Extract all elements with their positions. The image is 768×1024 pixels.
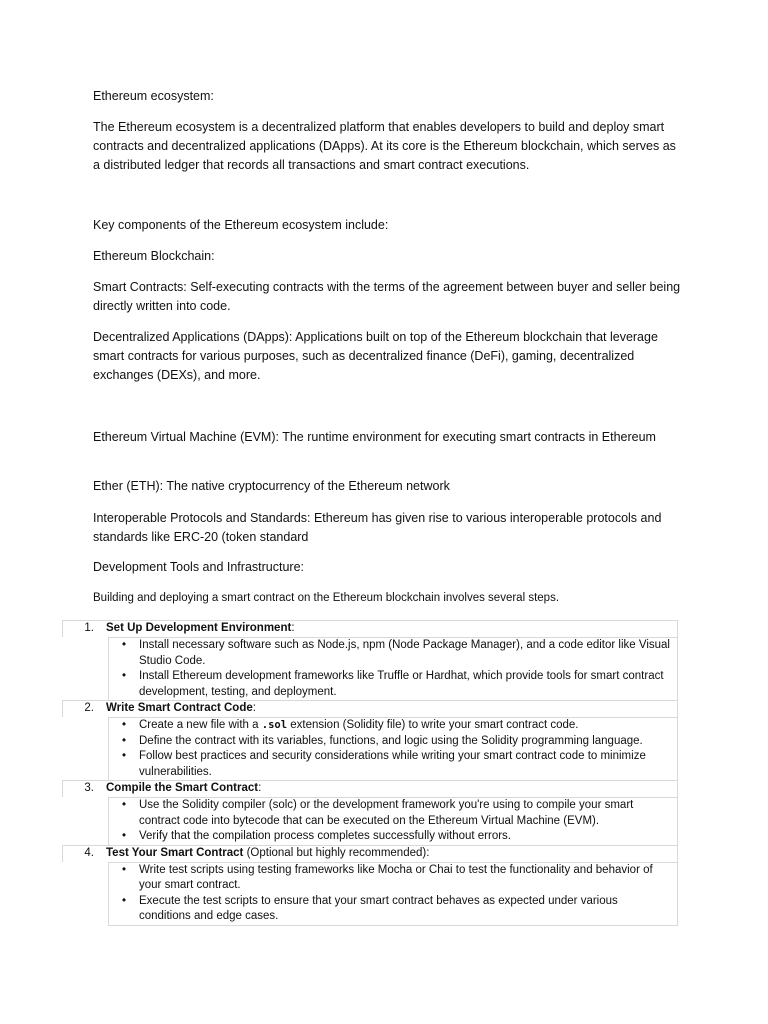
bullet-glyph: • <box>121 799 127 811</box>
bullet-item <box>109 829 677 845</box>
step-title: Test Your Smart Contract <box>106 846 244 859</box>
step-number: 2. <box>84 702 94 714</box>
intro-paragraph: The Ethereum ecosystem is a decentralized platform that enables developers to build and deploy smart contracts and decentralized applications (DApps). At its core is the Ethereum blockchain, which serves as a distributed ledger that records all transactions and smart contract executions. <box>93 120 676 172</box>
bullet-item <box>109 798 677 829</box>
step-bullets <box>108 637 678 700</box>
step-title: Write Smart Contract Code <box>106 702 253 714</box>
step-title: Compile the Smart Contract <box>106 782 259 794</box>
steps-intro-paragraph: Building and deploying a smart contract on the Ethereum blockchain involves several steps. <box>93 592 560 604</box>
key-components-heading: Key components of the Ethereum ecosystem include: <box>93 218 389 232</box>
step-title: Set Up Development Environment <box>106 622 292 634</box>
bullet-glyph: • <box>121 719 127 731</box>
ethereum-blockchain-heading: Ethereum Blockchain: <box>93 249 215 263</box>
bullet-glyph: • <box>121 750 127 762</box>
bullet-glyph: • <box>121 863 127 876</box>
bullet-item <box>109 718 677 734</box>
bullet-text-continued: extension (Solidity file) to write your smart contract code. <box>290 719 579 731</box>
dapps-paragraph: Decentralized Applications (DApps): Applications built on top of the Ethereum blockchain that leverage smart contracts for various purposes, such as decentralized finance (DeFi), gaming, decentralized exchanges (DEXs), and more. <box>93 330 658 382</box>
step-suffix: (Optional but highly recommended): <box>243 846 430 859</box>
step-suffix: : <box>258 782 262 794</box>
step-suffix: : <box>252 702 256 714</box>
step-number: 3. <box>84 782 94 794</box>
bullet-text: Use the Solidity compiler (solc) or the development framework you're using to compile your smart contract code into bytecode that can be executed on the Ethereum Virtual Machine (EVM). <box>139 799 634 827</box>
bullet-text: Execute the test scripts to ensure that your smart contract behaves as expected under various conditions and edge cases. <box>139 894 618 922</box>
step-suffix: : <box>291 622 295 634</box>
ether-paragraph: Ether (ETH): The native cryptocurrency of the Ethereum network <box>93 479 450 493</box>
step-bullets <box>108 717 678 780</box>
bullet-text: Create a new file with a <box>139 719 259 731</box>
bullet-glyph: • <box>121 639 127 651</box>
step-item <box>62 780 678 797</box>
dev-tools-heading: Development Tools and Infrastructure: <box>93 560 304 574</box>
bullet-text: Write test scripts using testing frameworks like Mocha or Chai to test the functionality and behavior of your smart contract. <box>139 863 653 891</box>
bullet-text: Define the contract with its variables, functions, and logic using the Solidity programming language. <box>139 734 643 747</box>
step-bullets <box>108 797 678 845</box>
bullet-item <box>109 734 677 750</box>
evm-paragraph: Ethereum Virtual Machine (EVM): The runtime environment for executing smart contracts in Ethereum <box>93 430 656 444</box>
bullet-glyph: • <box>121 670 127 682</box>
step-bullets <box>108 862 678 926</box>
bullet-glyph: • <box>121 734 127 747</box>
step-item <box>62 700 678 717</box>
step-item <box>62 620 678 637</box>
heading-ethereum-ecosystem: Ethereum ecosystem: <box>93 89 214 103</box>
bullet-text: Install necessary software such as Node.js, npm (Node Package Manager), and a code editor like Visual Studio Code. <box>139 639 670 667</box>
bullet-text: Verify that the compilation process completes successfully without errors. <box>139 830 511 842</box>
step-item <box>62 845 678 862</box>
bullet-item <box>109 863 677 894</box>
bullet-item <box>109 894 677 925</box>
bullet-text: Install Ethereum development frameworks like Truffle or Hardhat, which provide tools for smart contract development, testing, and deployment. <box>139 670 664 698</box>
file-extension-code: .sol <box>261 719 288 731</box>
bullet-glyph: • <box>121 830 127 842</box>
bullet-item <box>109 669 677 700</box>
protocols-paragraph: Interoperable Protocols and Standards: Ethereum has given rise to various interoperable protocols and standards like ERC-20 (token standard <box>93 511 662 544</box>
smart-contracts-paragraph: Smart Contracts: Self-executing contracts with the terms of the agreement between buyer and seller being directly written into code. <box>93 280 681 313</box>
bullet-item <box>109 638 677 669</box>
bullet-item <box>109 749 677 780</box>
steps-list <box>62 620 678 926</box>
step-number: 1. <box>84 622 94 634</box>
step-number: 4. <box>84 846 94 859</box>
bullet-glyph: • <box>121 894 127 907</box>
bullet-text: Follow best practices and security considerations while writing your smart contract code to minimize vulnerabilities. <box>139 750 646 778</box>
